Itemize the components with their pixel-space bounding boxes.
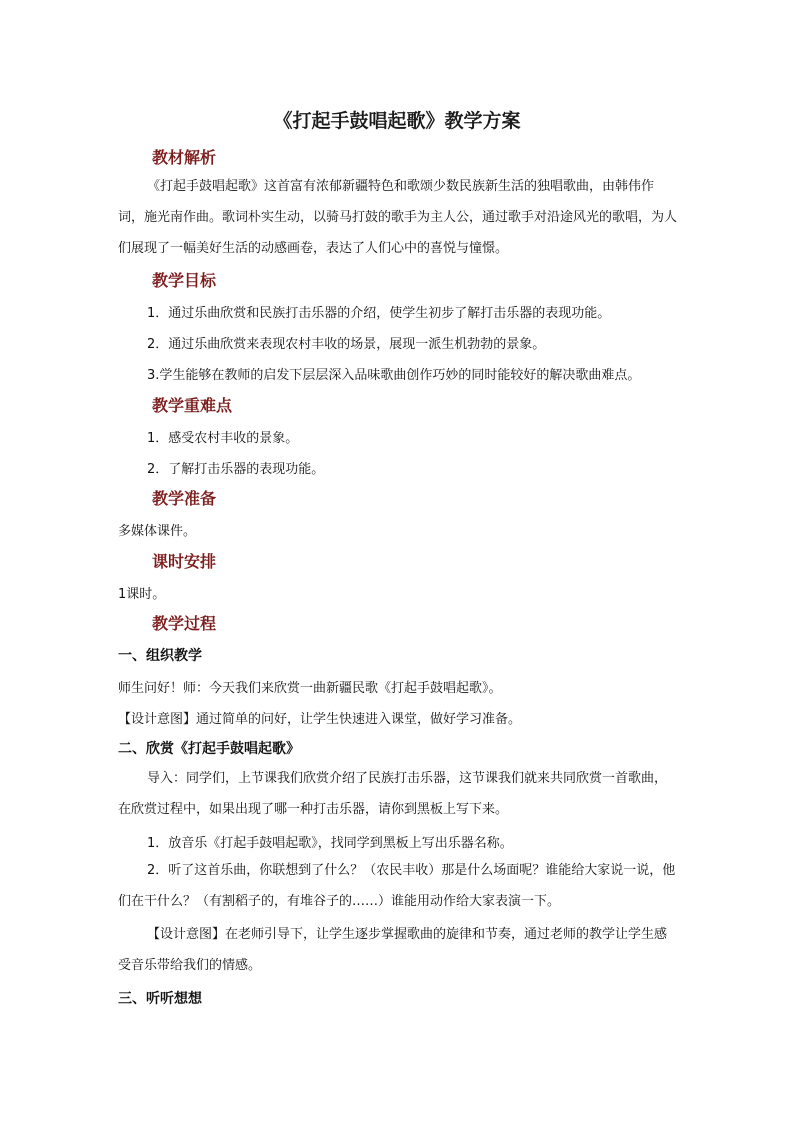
- key-point-2: 2．了解打击乐器的表现功能。: [147, 462, 325, 477]
- goal-item-3: 3.学生能够在教师的启发下层层深入品味歌曲创作巧妙的同时能较好的解决歌曲难点。: [147, 368, 641, 383]
- process-part2-intent: 【设计意图】在老师引导下，让学生逐步掌握歌曲的旋律和节奏，通过老师的教学让学生感受音乐带给我们的情感。: [118, 927, 668, 973]
- schedule-text: 1课时。: [118, 587, 166, 602]
- heading-schedule: 课时安排: [152, 552, 217, 571]
- heading-process: 教学过程: [152, 614, 217, 633]
- document-title: 《打起手鼓唱起歌》教学方案: [273, 110, 521, 132]
- key-point-1: 1．感受农村丰收的景象。: [147, 431, 299, 446]
- process-part3-title: 三、听听想想: [118, 991, 202, 1007]
- goal-item-2: 2．通过乐曲欣赏来表现农村丰收的场景，展现一派生机勃勃的景象。: [147, 337, 546, 352]
- heading-preparation: 教学准备: [152, 489, 217, 508]
- heading-key-points: 教学重难点: [152, 396, 233, 415]
- process-part2-intro: 导入：同学们，上节课我们欣赏介绍了民族打击乐器，这节课我们就来共同欣赏一首歌曲，在欣赏过程中，如果出现了哪一种打击乐器，请你到黑板上写下来。: [118, 771, 668, 817]
- process-part1-greeting: 师生问好！师：今天我们来欣赏一曲新疆民歌《打起手鼓唱起歌》。: [118, 681, 502, 696]
- process-part2-step1: 1．放音乐《打起手鼓唱起歌》，找同学到黑板上写出乐器名称。: [147, 836, 513, 851]
- process-part2-step2: 2．听了这首乐曲，你联想到了什么？（农民丰收）那是什么场面呢？谁能给大家说一说，他们在干什么？（有割稻子的，有堆谷子的……）谁能用动作给大家表演一下。: [118, 863, 676, 909]
- goal-item-1: 1．通过乐曲欣赏和民族打击乐器的介绍，使学生初步了解打击乐器的表现功能。: [147, 306, 611, 321]
- analysis-paragraph: 《打起手鼓唱起歌》这首富有浓郁新疆特色和歌颂少数民族新生活的独唱歌曲，由韩伟作词，施光南作曲。歌词朴实生动，以骑马打鼓的歌手为主人公，通过歌手对沿途风光的歌唱，为人们展现了一幅美好生活的动感画卷，表达了人们心中的喜悦与憧憬。: [118, 179, 678, 256]
- heading-analysis: 教材解析: [152, 148, 217, 167]
- preparation-text: 多媒体课件。: [118, 524, 197, 539]
- process-part1-intent: 【设计意图】通过简单的问好，让学生快速进入课堂，做好学习准备。: [118, 712, 522, 727]
- process-part2-title: 二、欣赏《打起手鼓唱起歌》: [118, 741, 300, 757]
- heading-goals: 教学目标: [152, 271, 217, 290]
- process-part1-title: 一、组织教学: [118, 648, 202, 664]
